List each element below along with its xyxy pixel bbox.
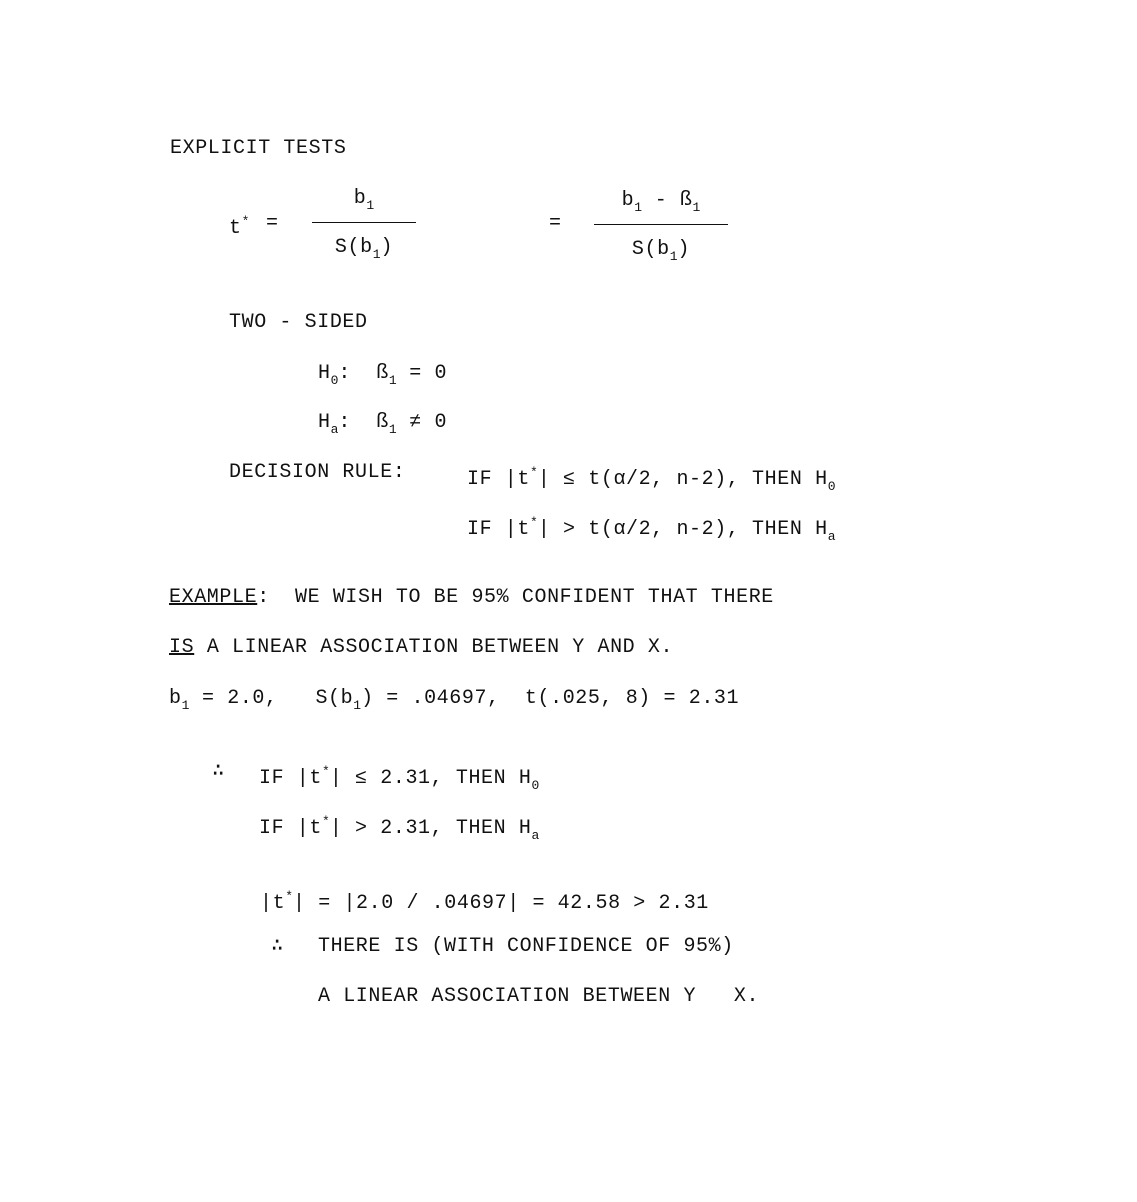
calc-t: |t	[260, 892, 286, 915]
equals-sign-1: =	[266, 212, 279, 235]
b-subscript: 1	[366, 198, 375, 213]
t-star-symbol	[229, 210, 249, 241]
page-heading: EXPLICIT TESTS	[170, 137, 347, 160]
final-conclusion-line-2: A LINEAR ASSOCIATION BETWEEN Y X.	[318, 985, 760, 1008]
rule-if: IF |t	[467, 468, 531, 491]
example-line-2	[169, 636, 673, 660]
decision-rule-2	[467, 511, 836, 549]
example-line-1	[169, 586, 774, 610]
b-subscript: 1	[634, 200, 643, 215]
example-values	[169, 687, 739, 718]
h-symbol: H	[318, 411, 331, 434]
fraction-1-denominator	[312, 236, 416, 267]
rule-if: IF |t	[259, 767, 323, 790]
rule-star: *	[530, 465, 538, 480]
hypothesis-value: = 0	[396, 362, 448, 385]
beta-subscript: 1	[692, 200, 701, 215]
is-emphasis: IS	[169, 636, 195, 659]
fraction-2-bar	[594, 224, 728, 225]
rule-subscript: 0	[827, 479, 836, 494]
s-b-close: )	[380, 236, 394, 259]
s-b-subscript: 1	[669, 249, 678, 264]
decision-rule-label: DECISION RULE:	[229, 461, 406, 484]
example-text: : WE WISH TO BE 95% CONFIDENT THAT THERE	[257, 586, 774, 609]
fraction-1-numerator	[312, 187, 416, 218]
rule-star: *	[322, 764, 330, 779]
t-star-superscript: *	[241, 214, 250, 229]
minus-beta: - ß	[642, 189, 693, 212]
values-s-subscript: 1	[353, 698, 362, 713]
hypothesis-value: ≠ 0	[396, 411, 448, 434]
fraction-2-numerator	[594, 189, 728, 220]
rule-text: | ≤ 2.31, THEN H	[329, 767, 532, 790]
b-symbol: b	[353, 187, 367, 210]
calc-text: | = |2.0 / .04697| = 42.58 > 2.31	[293, 892, 709, 915]
two-sided-label: TWO - SIDED	[229, 311, 368, 334]
example-label: EXAMPLE	[169, 586, 258, 609]
s-b-open: S(b	[334, 236, 373, 259]
values-t: ) = .04697, t(.025, 8) = 2.31	[361, 687, 740, 710]
null-hypothesis	[318, 362, 447, 393]
decision-rule-1	[467, 461, 836, 499]
alternative-hypothesis	[318, 411, 447, 442]
final-conclusion-line-1: THERE IS (WITH CONFIDENCE OF 95%)	[318, 935, 734, 958]
rule-if: IF |t	[467, 518, 531, 541]
therefore-symbol: ∴	[271, 935, 284, 958]
conclusion-rule-1	[259, 760, 539, 798]
rule-star: *	[530, 515, 538, 530]
rule-text: | > 2.31, THEN H	[329, 817, 532, 840]
h-subscript: a	[330, 422, 339, 437]
example-text: A LINEAR ASSOCIATION BETWEEN Y AND X.	[194, 636, 674, 659]
values-s: = 2.0, S(b	[189, 687, 354, 710]
h-symbol: H	[318, 362, 331, 385]
s-b-subscript: 1	[372, 247, 381, 262]
hypothesis-beta: : ß	[338, 362, 389, 385]
therefore-symbol: ∴	[212, 760, 225, 783]
values-b: b	[169, 687, 182, 710]
values-b-subscript: 1	[181, 698, 190, 713]
fraction-2-denominator	[594, 238, 728, 269]
rule-if: IF |t	[259, 817, 323, 840]
rule-star: *	[322, 814, 330, 829]
t-symbol: t	[229, 217, 242, 240]
fraction-1-bar	[312, 222, 416, 223]
s-b-close: )	[677, 238, 691, 261]
conclusion-rule-2	[259, 810, 539, 848]
rule-subscript: a	[827, 529, 836, 544]
beta-subscript: 1	[388, 373, 397, 388]
s-b-open: S(b	[631, 238, 670, 261]
b-symbol: b	[621, 189, 635, 212]
rule-subscript: 0	[531, 778, 540, 793]
h-subscript: 0	[330, 373, 339, 388]
rule-subscript: a	[531, 828, 540, 843]
hypothesis-beta: : ß	[338, 411, 389, 434]
t-star-calculation	[260, 885, 709, 916]
rule-text: | ≤ t(α/2, n-2), THEN H	[537, 468, 828, 491]
calc-star: *	[285, 889, 294, 904]
rule-text: | > t(α/2, n-2), THEN H	[537, 518, 828, 541]
equals-sign-2: =	[549, 212, 562, 235]
beta-subscript: 1	[388, 422, 397, 437]
